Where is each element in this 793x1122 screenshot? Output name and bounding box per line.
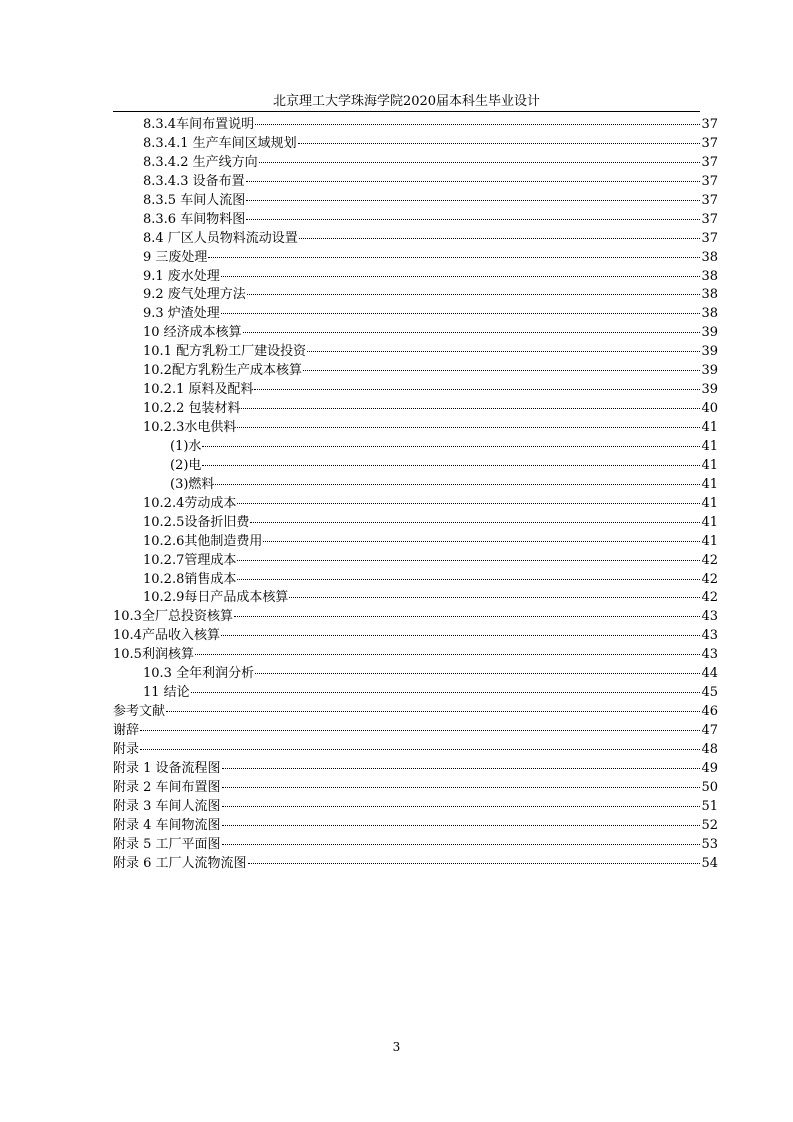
toc-entry-title: 8.3.4.2 生产线方向 xyxy=(143,154,258,170)
toc-entry-page: 41 xyxy=(701,533,718,549)
toc-entry-title: 参考文献 xyxy=(113,704,166,720)
toc-entry[interactable] xyxy=(113,268,718,287)
toc-dot-leader xyxy=(298,143,701,144)
toc-entry[interactable] xyxy=(113,343,718,362)
toc-dot-leader xyxy=(241,408,700,409)
toc-dot-leader xyxy=(140,749,700,750)
toc-dot-leader xyxy=(221,635,701,636)
toc-dot-leader xyxy=(208,257,700,258)
table-of-contents xyxy=(113,116,718,874)
toc-entry[interactable] xyxy=(113,135,718,154)
toc-entry-page: 39 xyxy=(701,363,718,379)
toc-entry[interactable] xyxy=(113,438,718,457)
toc-entry[interactable] xyxy=(113,684,718,703)
toc-dot-leader xyxy=(248,863,701,864)
toc-entry-page: 41 xyxy=(701,457,718,473)
toc-entry[interactable] xyxy=(113,192,718,211)
toc-dot-leader xyxy=(140,730,700,731)
toc-dot-leader xyxy=(255,124,700,125)
toc-dot-leader xyxy=(303,370,701,371)
toc-entry-title: 附录 5 工厂平面图 xyxy=(113,836,221,852)
toc-entry-title: 10 经济成本核算 xyxy=(143,325,242,341)
toc-entry-title: 谢辞 xyxy=(113,723,140,738)
toc-entry[interactable] xyxy=(113,173,718,192)
toc-dot-leader xyxy=(237,579,700,580)
toc-entry[interactable] xyxy=(113,514,718,533)
toc-entry-page: 48 xyxy=(701,741,718,757)
toc-entry[interactable] xyxy=(113,381,718,400)
toc-dot-leader xyxy=(195,654,701,655)
toc-dot-leader xyxy=(246,181,701,182)
toc-entry-title: 10.5利润核算 xyxy=(113,647,194,663)
toc-entry[interactable] xyxy=(113,665,718,684)
toc-entry-page: 49 xyxy=(701,760,718,776)
toc-entry-title: 10.2.9每日产品成本核算 xyxy=(143,590,289,606)
toc-entry-title: 附录 4 车间物流图 xyxy=(113,817,221,833)
toc-entry-title: 10.2配方乳粉生产成本核算 xyxy=(143,363,302,379)
toc-entry-title: 9 三废处理 xyxy=(143,249,208,265)
toc-entry-page: 41 xyxy=(701,476,718,492)
toc-entry[interactable] xyxy=(113,154,718,173)
page-header xyxy=(113,93,700,112)
toc-entry-page: 44 xyxy=(701,666,718,682)
toc-entry-title: 10.3全厂总投资核算 xyxy=(113,609,233,625)
toc-entry-title: 10.2.1 原料及配料 xyxy=(143,382,254,398)
toc-dot-leader xyxy=(221,276,701,277)
toc-entry-page: 38 xyxy=(701,287,718,303)
toc-entry[interactable] xyxy=(113,703,718,722)
toc-entry[interactable] xyxy=(113,836,718,855)
toc-entry-page: 51 xyxy=(701,798,718,814)
toc-entry-page: 37 xyxy=(701,230,718,246)
toc-entry-page: 39 xyxy=(701,325,718,341)
toc-entry-title: (2)电 xyxy=(170,457,202,473)
page-number: 3 xyxy=(392,1040,401,1054)
toc-dot-leader xyxy=(263,541,700,542)
toc-entry-page: 38 xyxy=(701,268,718,284)
toc-entry[interactable] xyxy=(113,798,718,817)
toc-entry[interactable] xyxy=(113,741,718,760)
toc-entry-page: 41 xyxy=(701,514,718,530)
toc-entry-page: 37 xyxy=(701,154,718,170)
toc-entry-page: 43 xyxy=(701,628,718,644)
toc-entry-page: 53 xyxy=(701,836,718,852)
toc-entry[interactable] xyxy=(113,608,718,627)
toc-entry-page: 41 xyxy=(701,438,718,454)
toc-entry-page: 39 xyxy=(701,344,718,360)
toc-entry[interactable] xyxy=(113,116,718,135)
toc-entry[interactable] xyxy=(113,457,718,476)
toc-dot-leader xyxy=(202,465,700,466)
toc-entry-page: 41 xyxy=(701,495,718,511)
toc-entry-page: 37 xyxy=(701,117,718,132)
toc-entry-title: 10.2.6其他制造费用 xyxy=(143,533,263,549)
toc-entry-page: 43 xyxy=(701,647,718,663)
toc-dot-leader xyxy=(255,673,700,674)
toc-entry-page: 42 xyxy=(701,552,718,568)
toc-entry[interactable] xyxy=(113,589,718,608)
toc-entry[interactable] xyxy=(113,362,718,381)
toc-entry-title: 11 结论 xyxy=(143,685,190,701)
toc-dot-leader xyxy=(237,503,700,504)
toc-entry[interactable] xyxy=(113,779,718,798)
toc-entry-page: 37 xyxy=(701,192,718,208)
toc-entry-title: 8.3.4.3 设备布置 xyxy=(143,173,245,189)
toc-dot-leader xyxy=(247,294,701,295)
toc-entry-page: 37 xyxy=(701,135,718,151)
toc-entry[interactable] xyxy=(113,305,718,324)
toc-entry-title: 10.2.5设备折旧费 xyxy=(143,514,250,530)
toc-entry-page: 41 xyxy=(701,420,718,435)
toc-dot-leader xyxy=(243,332,701,333)
toc-dot-leader xyxy=(237,560,700,561)
toc-entry[interactable] xyxy=(113,627,718,646)
toc-entry-title: 附录 3 车间人流图 xyxy=(113,798,221,814)
toc-entry-title: 附录 xyxy=(113,741,140,757)
toc-entry[interactable] xyxy=(113,817,718,836)
toc-entry[interactable] xyxy=(113,571,718,590)
toc-entry[interactable] xyxy=(113,646,718,665)
toc-entry-title: 8.3.4.1 生产车间区域规划 xyxy=(143,135,297,151)
toc-entry[interactable] xyxy=(113,249,718,268)
toc-entry-title: (1)水 xyxy=(170,438,202,454)
toc-entry-title: 10.2.2 包装材料 xyxy=(143,401,241,417)
toc-entry-page: 37 xyxy=(701,173,718,189)
toc-entry[interactable] xyxy=(113,211,718,230)
toc-entry-title: 9.3 炉渣处理 xyxy=(143,306,220,322)
toc-entry[interactable] xyxy=(113,722,718,741)
toc-dot-leader xyxy=(222,844,701,845)
toc-dot-leader xyxy=(202,446,700,447)
toc-entry-title: 8.3.5 车间人流图 xyxy=(143,192,246,208)
toc-entry-title: 附录 2 车间布置图 xyxy=(113,779,221,795)
toc-dot-leader xyxy=(250,522,700,523)
toc-dot-leader xyxy=(222,806,701,807)
toc-entry-title: 10.2.3水电供料 xyxy=(143,420,237,435)
toc-entry[interactable] xyxy=(113,855,718,874)
toc-entry[interactable] xyxy=(113,324,718,343)
toc-entry-page: 39 xyxy=(701,382,718,398)
toc-entry-title: 附录 6 工厂人流物流图 xyxy=(113,855,247,871)
toc-dot-leader xyxy=(307,351,700,352)
toc-entry[interactable] xyxy=(113,760,718,779)
toc-dot-leader xyxy=(191,692,701,693)
toc-dot-leader xyxy=(289,597,700,598)
toc-entry-page: 47 xyxy=(701,723,718,738)
toc-dot-leader xyxy=(166,711,700,712)
toc-entry-page: 38 xyxy=(701,306,718,322)
toc-dot-leader xyxy=(222,787,701,788)
toc-dot-leader xyxy=(299,238,701,239)
toc-entry-page: 54 xyxy=(701,855,718,871)
toc-entry-title: 9.1 废水处理 xyxy=(143,268,220,284)
toc-entry-title: 10.1 配方乳粉工厂建设投资 xyxy=(143,344,307,360)
toc-dot-leader xyxy=(215,484,700,485)
toc-dot-leader xyxy=(254,389,700,390)
toc-entry-title: 10.4产品收入核算 xyxy=(113,628,220,644)
toc-entry-page: 52 xyxy=(701,817,718,833)
toc-dot-leader xyxy=(221,313,701,314)
toc-entry-page: 42 xyxy=(701,571,718,587)
toc-entry[interactable] xyxy=(113,400,718,419)
toc-entry-title: (3)燃料 xyxy=(170,476,215,492)
toc-entry-page: 40 xyxy=(701,401,718,417)
toc-entry-page: 43 xyxy=(701,609,718,625)
toc-entry[interactable] xyxy=(113,552,718,571)
toc-entry-page: 45 xyxy=(701,685,718,701)
toc-dot-leader xyxy=(246,200,700,201)
toc-dot-leader xyxy=(246,219,700,220)
toc-entry-page: 38 xyxy=(701,249,718,265)
toc-entry-title: 10.3 全年利润分析 xyxy=(143,666,255,682)
toc-entry[interactable] xyxy=(113,495,718,514)
toc-entry-title: 附录 1 设备流程图 xyxy=(113,760,221,776)
header-title: 北京理工大学珠海学院2020届本科生毕业设计 xyxy=(272,94,541,109)
toc-entry-title: 8.3.6 车间物料图 xyxy=(143,211,246,227)
toc-entry-title: 10.2.8销售成本 xyxy=(143,571,237,587)
toc-entry-title: 8.4 厂区人员物料流动设置 xyxy=(143,230,298,246)
toc-dot-leader xyxy=(259,162,701,163)
toc-entry[interactable] xyxy=(113,419,718,438)
toc-entry-title: 8.3.4车间布置说明 xyxy=(143,117,255,132)
toc-dot-leader xyxy=(234,616,701,617)
toc-entry[interactable] xyxy=(113,533,718,552)
toc-dot-leader xyxy=(222,825,701,826)
toc-entry-title: 9.2 废气处理方法 xyxy=(143,287,246,303)
toc-entry-page: 46 xyxy=(701,704,718,720)
toc-entry[interactable] xyxy=(113,230,718,249)
toc-dot-leader xyxy=(237,427,700,428)
toc-dot-leader xyxy=(222,768,701,769)
toc-entry-title: 10.2.7管理成本 xyxy=(143,552,237,568)
toc-entry[interactable] xyxy=(113,286,718,305)
toc-entry-page: 42 xyxy=(701,590,718,606)
toc-entry-title: 10.2.4劳动成本 xyxy=(143,495,237,511)
toc-entry[interactable] xyxy=(113,476,718,495)
toc-entry-page: 37 xyxy=(701,211,718,227)
toc-entry-page: 50 xyxy=(701,779,718,795)
